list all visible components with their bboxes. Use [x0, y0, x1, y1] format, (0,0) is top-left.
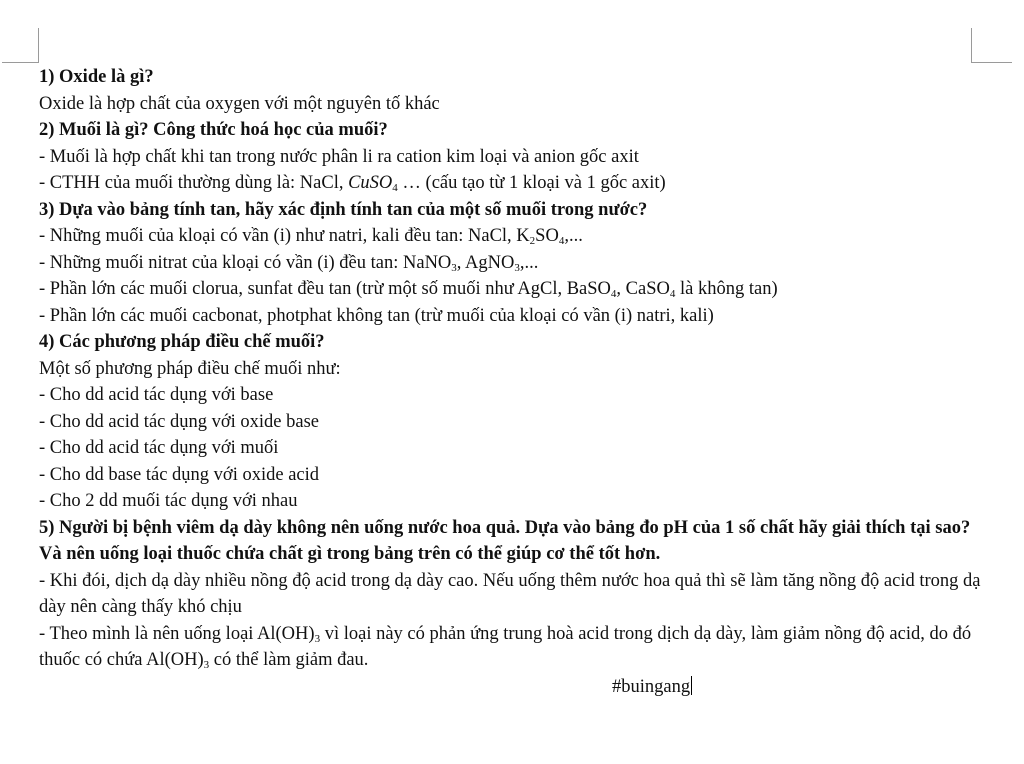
text-segment: - Phần lớn các muối clorua, sunfat đều tan (trừ một số muối như AgCl, BaSO: [39, 279, 611, 299]
subscript: 3: [514, 261, 520, 274]
signature-line: [39, 674, 984, 701]
subscript: 4: [558, 235, 565, 247]
section-4-line-5: - Cho dd base tác dụng với oxide acid: [39, 464, 320, 485]
page-corner-top-right: [971, 28, 1012, 63]
text-segment: - Những muối của kloại có vần (i) như natri, kali đều tan: NaCl, K: [39, 226, 530, 246]
text-segment: - CTHH của muối thường dùng là: NaCl,: [39, 173, 349, 193]
section-4-line-1: Một số phương pháp điều chế muối như:: [39, 358, 341, 379]
section-5-line-2: [39, 621, 984, 674]
subscript: 2: [529, 235, 536, 247]
section-2-line-1: - Muối là hợp chất khi tan trong nước phân li ra cation kim loại và anion gốc axit: [39, 146, 639, 167]
text-segment: có thể làm giảm đau.: [209, 650, 369, 670]
section-1-heading: 1) Oxide là gì?: [39, 67, 154, 87]
section-3-line-3: [39, 276, 984, 303]
section-1-line-1: Oxide là hợp chất của oxygen với một nguyên tố khác: [39, 93, 440, 114]
document-page[interactable]: [39, 64, 984, 700]
text-segment: , AgNO: [456, 252, 515, 273]
text-segment: … (cấu tạo từ 1 kloại và 1 gốc axit): [397, 173, 666, 193]
section-4-line-4: - Cho dd acid tác dụng với muối: [39, 438, 279, 458]
subscript: 3: [451, 261, 457, 274]
signature-text: #buingang: [612, 676, 691, 697]
subscript: 4: [392, 182, 398, 194]
text-segment: là không tan): [675, 279, 778, 299]
text-segment: - Theo mình là nên uống loại Al(OH): [39, 623, 315, 644]
section-4-line-3: - Cho dd acid tác dụng với oxide base: [39, 411, 320, 432]
subscript: 4: [610, 288, 617, 300]
text-segment: , CaSO: [616, 279, 670, 299]
section-3-line-1: [39, 223, 984, 250]
section-4-line-2: - Cho dd acid tác dụng với base: [39, 385, 274, 405]
subscript: 4: [669, 288, 676, 300]
section-5-heading: 5) Người bị bệnh viêm dạ dày không nên uống nước hoa quả. Dựa vào bảng đo pH của 1 số chất hãy giải thích tại sao? Và nên uống loại thuốc chứa chất gì trong bảng trên có thể giúp cơ thể tốt hơn.: [39, 517, 971, 564]
subscript: 3: [314, 632, 321, 645]
text-segment: SO: [535, 226, 559, 246]
section-3-line-4: - Phần lớn các muối cacbonat, photphat không tan (trừ muối của kloại có vần (i) natri, kali): [39, 305, 714, 326]
text-segment: ,...: [519, 252, 539, 273]
subscript: 3: [203, 659, 210, 671]
section-2-heading: 2) Muối là gì? Công thức hoá học của muối?: [39, 120, 388, 140]
section-5-line-1: - Khi đói, dịch dạ dày nhiều nồng độ acid trong dạ dày cao. Nếu uống thêm nước hoa quả thì sẽ làm tăng nồng độ acid trong dạ dày nên càng thấy khó chịu: [39, 570, 981, 617]
text-cursor: [691, 676, 692, 695]
text-segment: ,...: [564, 226, 583, 246]
formula-cuso4: CuSO: [348, 173, 393, 193]
section-3-heading: 3) Dựa vào bảng tính tan, hãy xác định tính tan của một số muối trong nước?: [39, 199, 648, 220]
section-4-line-6: - Cho 2 dd muối tác dụng với nhau: [39, 491, 298, 511]
text-segment: vì loại này có phản ứng trung hoà acid trong dịch dạ dày, làm giảm nồng độ acid, do đó thuốc có chứa Al(OH): [39, 623, 972, 670]
section-2-line-2: [39, 170, 984, 197]
section-3-line-2: [39, 250, 984, 277]
text-segment: - Những muối nitrat của kloại có vần (i) đều tan: NaNO: [39, 252, 452, 273]
section-4-heading: 4) Các phương pháp điều chế muối?: [39, 332, 325, 352]
page-corner-top-left: [2, 28, 39, 63]
